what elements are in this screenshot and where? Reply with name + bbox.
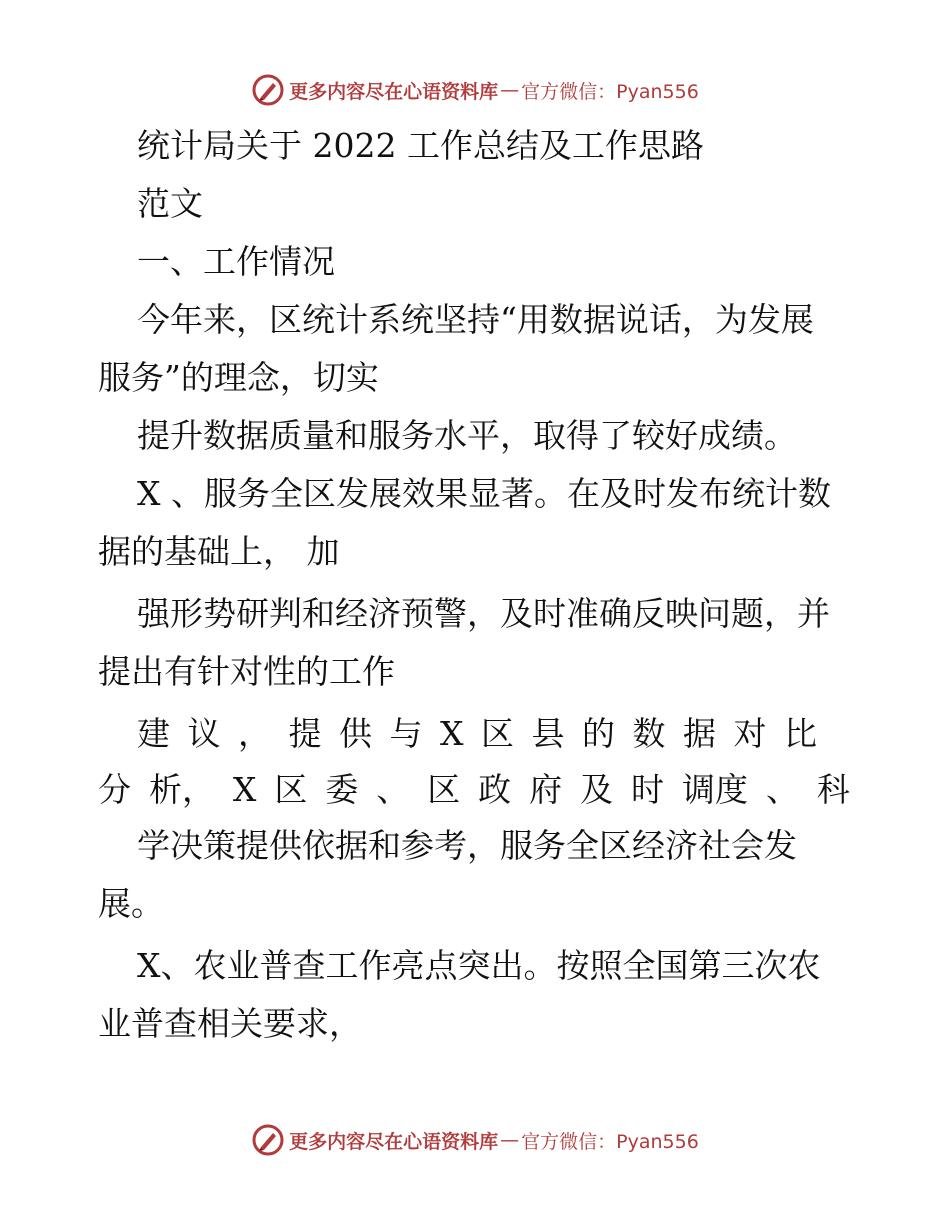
spaced-word: X bbox=[440, 714, 464, 753]
spaced-word: 建 bbox=[137, 714, 170, 753]
paragraph-line: X、农业普查工作亮点突出。按照全国第三次农 bbox=[137, 946, 821, 985]
spaced-word: 调度 bbox=[681, 770, 748, 809]
spaced-word: 对 bbox=[733, 714, 767, 753]
section-heading: 一、工作情况 bbox=[137, 242, 335, 281]
paragraph-line: 强形势研判和经济预警，及时准确反映问题，并 bbox=[137, 594, 830, 633]
banner-separator: — bbox=[500, 79, 520, 101]
paragraph-line: 提出有针对性的工作 bbox=[98, 652, 395, 691]
spaced-word: 、 bbox=[765, 770, 799, 809]
paragraph-line: 据的基础上， 加 bbox=[98, 532, 340, 571]
banner-site-text: 更多内容尽在心语资料库 bbox=[289, 1130, 499, 1153]
spaced-word: 区 bbox=[481, 714, 514, 753]
justified-paragraph-line bbox=[137, 714, 817, 754]
spaced-word: 委 bbox=[325, 770, 359, 809]
spaced-word: 区 bbox=[427, 770, 461, 809]
spaced-word: 分 bbox=[98, 770, 131, 809]
paragraph-line: X 、服务全区发展效果显著。在及时发布统计数 bbox=[137, 474, 831, 513]
spaced-word: 比 bbox=[784, 714, 817, 753]
spaced-word: 政 bbox=[478, 770, 512, 809]
paragraph-line: 学决策提供依据和参考，服务全区经济社会发 bbox=[137, 826, 797, 865]
spaced-word: 府 bbox=[529, 770, 563, 809]
header-watermark-banner bbox=[0, 70, 950, 110]
spaced-word: X bbox=[232, 770, 257, 809]
document-title-line-2: 范文 bbox=[137, 184, 203, 223]
banner-separator: — bbox=[500, 1129, 520, 1151]
spaced-word: 、 bbox=[376, 770, 410, 809]
spaced-word: 时 bbox=[631, 770, 665, 809]
spaced-word: 及 bbox=[580, 770, 614, 809]
spaced-word: 区 bbox=[274, 770, 308, 809]
banner-wechat-text: 官方微信：Pyan556 bbox=[521, 1130, 699, 1153]
spaced-word: 议 bbox=[187, 714, 221, 753]
spaced-word: ， bbox=[238, 714, 271, 753]
spaced-word: 数 bbox=[632, 714, 666, 753]
document-title-line-1: 统计局关于 2022 工作总结及工作思路 bbox=[137, 126, 704, 165]
paragraph-line: 业普查相关要求， bbox=[98, 1004, 362, 1043]
pen-circle-icon bbox=[251, 73, 285, 107]
banner-site-text: 更多内容尽在心语资料库 bbox=[289, 80, 499, 103]
spaced-word: 科 bbox=[816, 770, 850, 809]
spaced-word: 据 bbox=[683, 714, 716, 753]
spaced-word: 供 bbox=[339, 714, 372, 753]
paragraph-line: 服务”的理念，切实 bbox=[98, 358, 379, 397]
pen-circle-icon bbox=[251, 1123, 285, 1157]
paragraph-line: 今年来，区统计系统坚持“用数据说话，为发展 bbox=[137, 300, 814, 339]
paragraph-line: 展。 bbox=[98, 884, 164, 923]
footer-watermark-banner bbox=[0, 1120, 950, 1160]
banner-wechat-text: 官方微信：Pyan556 bbox=[521, 80, 699, 103]
paragraph-line: 提升数据质量和服务水平，取得了较好成绩。 bbox=[137, 416, 797, 455]
spaced-word: 提 bbox=[288, 714, 322, 753]
spaced-word: 县 bbox=[531, 714, 565, 753]
spaced-word: 与 bbox=[389, 714, 423, 753]
spaced-word: 析， bbox=[148, 770, 215, 809]
justified-paragraph-line bbox=[98, 770, 850, 810]
spaced-word: 的 bbox=[582, 714, 615, 753]
